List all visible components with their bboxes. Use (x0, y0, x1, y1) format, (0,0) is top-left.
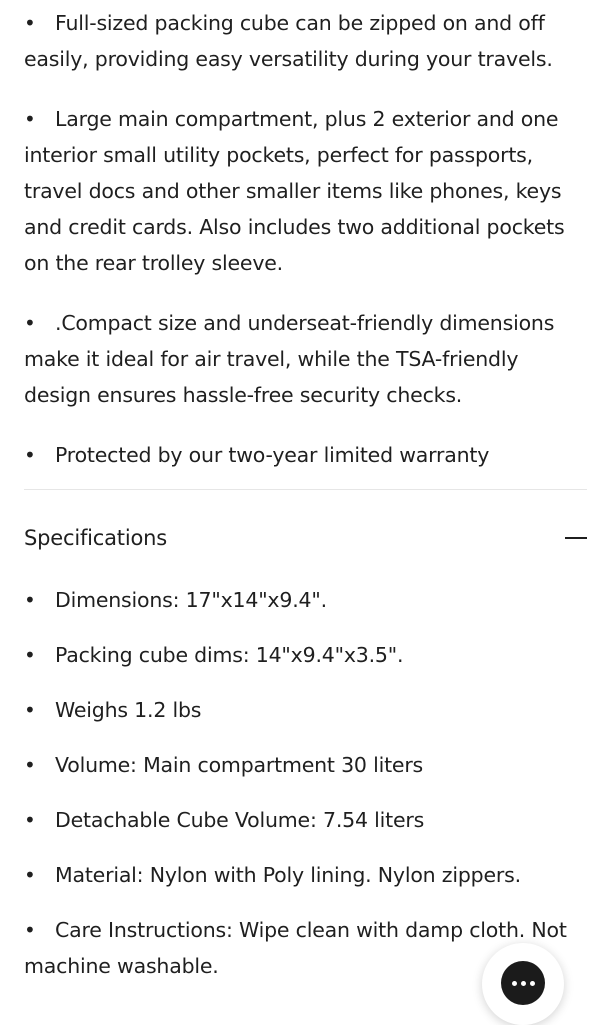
feature-item (24, 0, 587, 77)
minus-icon[interactable] (565, 527, 587, 549)
spec-text: Dimensions: 17"x14"x9.4". (55, 588, 327, 612)
bullet-icon (24, 912, 55, 948)
bullet-icon (24, 637, 55, 673)
chat-dots-icon (501, 961, 545, 1005)
spec-text: Care Instructions: Wipe clean with damp cloth. Not machine washable. (24, 918, 567, 978)
spec-item (24, 802, 587, 838)
spec-item (24, 747, 587, 783)
feature-text: .Compact size and underseat-friendly dimensions make it ideal for air travel, while the TSA-friendly design ensures hassle-free security checks. (24, 311, 555, 407)
bullet-icon (24, 747, 55, 783)
spec-item (24, 857, 587, 893)
spec-text: Volume: Main compartment 30 liters (55, 753, 424, 777)
specifications-accordion-header[interactable] (24, 518, 587, 558)
spec-text: Packing cube dims: 14"x9.4"x3.5". (55, 643, 404, 667)
feature-item (24, 432, 587, 473)
bullet-icon (24, 437, 55, 473)
bullet-icon (24, 101, 55, 137)
spec-item (24, 582, 587, 618)
bullet-icon (24, 305, 55, 341)
specifications-list (24, 582, 587, 1003)
spec-text: Weighs 1.2 lbs (55, 698, 202, 722)
bullet-icon (24, 5, 55, 41)
feature-text: Full-sized packing cube can be zipped on and off easily, providing easy versatility during your travels. (24, 11, 553, 71)
bullet-icon (24, 802, 55, 838)
spec-text: Material: Nylon with Poly lining. Nylon zippers. (55, 863, 521, 887)
feature-item (24, 300, 587, 413)
bullet-icon (24, 582, 55, 618)
section-divider (24, 489, 587, 490)
chat-button[interactable] (482, 943, 564, 1025)
spec-item (24, 692, 587, 728)
feature-text: Protected by our two-year limited warranty (55, 443, 490, 467)
spec-text: Detachable Cube Volume: 7.54 liters (55, 808, 425, 832)
spec-item (24, 637, 587, 673)
bullet-icon (24, 857, 55, 893)
specifications-title: Specifications (24, 526, 167, 550)
bullet-icon (24, 692, 55, 728)
feature-text: Large main compartment, plus 2 exterior and one interior small utility pockets, perfect for passports, travel docs and other smaller items like phones, keys and credit cards. Also includes two additional pockets on the rear trolley sleeve. (24, 107, 565, 275)
feature-list (24, 0, 587, 492)
feature-item (24, 96, 587, 281)
